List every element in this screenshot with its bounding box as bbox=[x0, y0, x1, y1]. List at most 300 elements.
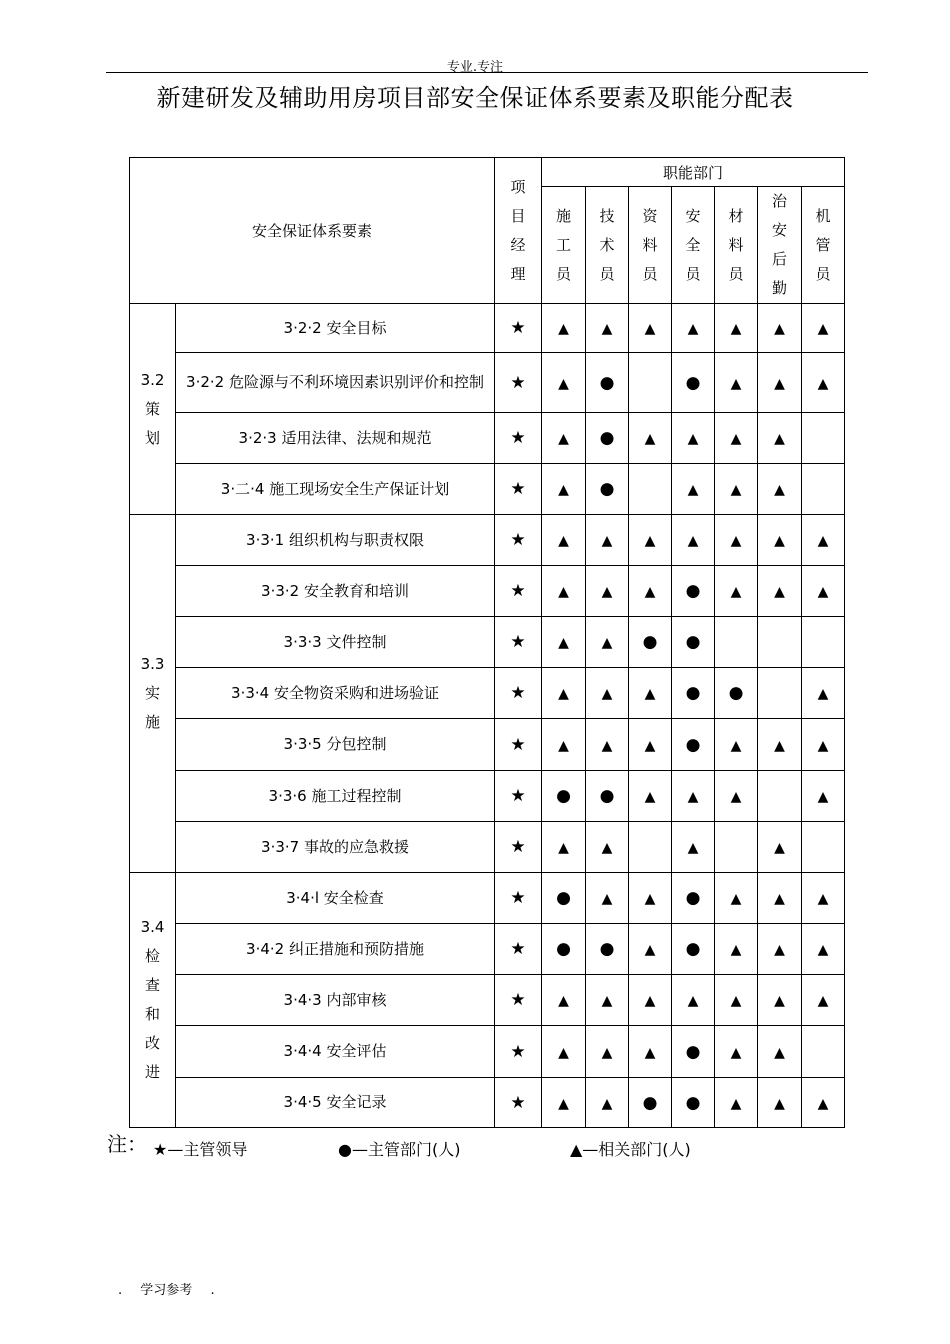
star-icon: ★ bbox=[510, 837, 526, 857]
dept-mark bbox=[715, 1078, 758, 1128]
table-row bbox=[130, 515, 845, 566]
triangle-icon: ▲ bbox=[817, 533, 829, 549]
dept-mark bbox=[672, 1078, 715, 1128]
triangle-icon: ▲ bbox=[817, 321, 829, 337]
star-icon: ★ bbox=[510, 428, 526, 448]
triangle-icon: ▲ bbox=[601, 993, 613, 1009]
dept-header-4: 材 料 员 bbox=[715, 187, 758, 304]
page-header: 专业.专注 bbox=[446, 60, 504, 75]
triangle-icon: ▲ bbox=[730, 942, 742, 958]
dept-header-5: 治 安 后 勤 bbox=[758, 187, 802, 304]
star-icon: ★ bbox=[510, 939, 526, 959]
dept-mark bbox=[672, 304, 715, 353]
triangle-icon: ▲ bbox=[644, 533, 656, 549]
triangle-icon: ▲ bbox=[601, 1095, 613, 1112]
dept-mark bbox=[542, 617, 586, 668]
dept-mark bbox=[586, 873, 629, 924]
triangle-icon: ▲ bbox=[774, 533, 785, 549]
element-item: 3·4·5 安全记录 bbox=[176, 1078, 495, 1128]
dept-mark bbox=[542, 924, 586, 975]
star-icon: ★ bbox=[510, 479, 526, 499]
dept-mark bbox=[672, 771, 715, 822]
dept-mark bbox=[629, 873, 672, 924]
dept-mark bbox=[542, 566, 586, 617]
triangle-icon: ▲ bbox=[558, 993, 569, 1009]
triangle-icon: ▲ bbox=[558, 375, 569, 392]
star-icon: ★ bbox=[510, 372, 526, 393]
dept-mark bbox=[542, 771, 586, 822]
dept-mark bbox=[802, 873, 845, 924]
triangle-icon: ▲ bbox=[601, 584, 613, 600]
triangle-icon: ▲ bbox=[730, 737, 742, 754]
triangle-icon: ▲ bbox=[644, 584, 656, 600]
triangle-icon: ▲ bbox=[601, 533, 613, 549]
element-item: 3·2·2 危险源与不利环境因素识别评价和控制 bbox=[176, 353, 495, 413]
dept-mark bbox=[542, 822, 586, 873]
manager-mark bbox=[495, 1078, 542, 1128]
triangle-icon: ▲ bbox=[644, 686, 656, 702]
table-row bbox=[130, 413, 845, 464]
star-icon: ★ bbox=[510, 530, 526, 550]
triangle-icon: ▲ bbox=[774, 1095, 785, 1112]
triangle-icon: ▲ bbox=[558, 686, 569, 702]
triangle-icon: ▲ bbox=[730, 431, 742, 447]
dept-mark bbox=[542, 719, 586, 771]
dot-icon: ● bbox=[599, 372, 615, 393]
dept-mark bbox=[542, 1078, 586, 1128]
star-icon: ★ bbox=[510, 581, 526, 601]
dept-mark bbox=[586, 464, 629, 515]
manager-mark bbox=[495, 822, 542, 873]
triangle-icon: ▲ bbox=[730, 375, 742, 392]
section-label-1: 3.3 实 施 bbox=[130, 515, 176, 873]
dept-mark bbox=[586, 668, 629, 719]
dept-header-1: 技 术 员 bbox=[586, 187, 629, 304]
table-row bbox=[130, 822, 845, 873]
dept-mark bbox=[586, 924, 629, 975]
dept-mark bbox=[542, 353, 586, 413]
dept-mark bbox=[586, 719, 629, 771]
triangle-icon: ▲ bbox=[730, 533, 742, 549]
dept-mark bbox=[629, 668, 672, 719]
dept-mark bbox=[758, 464, 802, 515]
dept-mark bbox=[672, 975, 715, 1026]
star-icon: ★ bbox=[510, 683, 526, 703]
triangle-icon: ▲ bbox=[601, 1044, 613, 1061]
dept-mark bbox=[802, 1026, 845, 1078]
dept-mark bbox=[672, 353, 715, 413]
element-item: 3·二·4 施工现场安全生产保证计划 bbox=[176, 464, 495, 515]
legend-dot: ●—主管部门(人) bbox=[338, 1140, 461, 1159]
manager-mark bbox=[495, 515, 542, 566]
dept-mark bbox=[629, 975, 672, 1026]
dept-mark bbox=[758, 413, 802, 464]
triangle-icon: ▲ bbox=[601, 891, 613, 907]
legend bbox=[107, 1128, 867, 1164]
dept-mark bbox=[586, 1078, 629, 1128]
dept-mark bbox=[715, 771, 758, 822]
dept-mark bbox=[802, 924, 845, 975]
triangle-icon: ▲ bbox=[558, 1044, 569, 1061]
triangle-icon: ▲ bbox=[774, 1044, 785, 1061]
triangle-icon: ▲ bbox=[730, 789, 742, 805]
dept-mark bbox=[715, 566, 758, 617]
triangle-icon: ▲ bbox=[774, 584, 785, 600]
element-item: 3·4·l 安全检查 bbox=[176, 873, 495, 924]
dept-mark bbox=[758, 771, 802, 822]
dept-mark bbox=[629, 1026, 672, 1078]
triangle-icon: ▲ bbox=[558, 737, 569, 754]
dept-mark bbox=[586, 771, 629, 822]
table-row bbox=[130, 873, 845, 924]
triangle-icon: ▲ bbox=[644, 737, 656, 754]
dept-mark bbox=[542, 464, 586, 515]
section-label-2: 3.4 检 查 和 改 进 bbox=[130, 873, 176, 1128]
dept-mark bbox=[802, 515, 845, 566]
dept-mark bbox=[802, 353, 845, 413]
dot-icon: ● bbox=[556, 786, 571, 806]
dept-mark bbox=[715, 353, 758, 413]
triangle-icon: ▲ bbox=[730, 1044, 742, 1061]
dept-mark bbox=[672, 873, 715, 924]
dept-mark bbox=[715, 975, 758, 1026]
triangle-icon: ▲ bbox=[601, 686, 613, 702]
triangle-icon: ▲ bbox=[774, 993, 785, 1009]
dept-mark bbox=[586, 304, 629, 353]
manager-mark bbox=[495, 464, 542, 515]
triangle-icon: ▲ bbox=[774, 737, 785, 754]
dept-mark bbox=[715, 464, 758, 515]
dot-icon: ● bbox=[685, 1041, 701, 1062]
dept-mark bbox=[715, 515, 758, 566]
dept-mark bbox=[758, 1078, 802, 1128]
table-row bbox=[130, 617, 845, 668]
triangle-icon: ▲ bbox=[817, 375, 829, 392]
table-row bbox=[130, 304, 845, 353]
triangle-icon: ▲ bbox=[601, 737, 613, 754]
dept-mark bbox=[715, 617, 758, 668]
element-item: 3·3·4 安全物资采购和进场验证 bbox=[176, 668, 495, 719]
dept-mark bbox=[586, 566, 629, 617]
page-footer bbox=[118, 1279, 229, 1298]
dept-mark bbox=[629, 771, 672, 822]
dot-icon: ● bbox=[685, 683, 701, 703]
dot-icon: ● bbox=[685, 581, 701, 601]
star-icon: ★ bbox=[510, 1092, 526, 1113]
triangle-icon: ▲ bbox=[730, 993, 742, 1009]
dept-mark bbox=[629, 353, 672, 413]
triangle-icon: ▲ bbox=[644, 431, 656, 447]
dept-mark bbox=[542, 975, 586, 1026]
triangle-icon: ▲ bbox=[687, 840, 699, 856]
manager-mark bbox=[495, 924, 542, 975]
manager-mark bbox=[495, 719, 542, 771]
triangle-icon: ▲ bbox=[558, 482, 569, 498]
triangle-icon: ▲ bbox=[774, 942, 785, 958]
dept-mark bbox=[758, 924, 802, 975]
triangle-icon: ▲ bbox=[687, 431, 699, 447]
dept-mark bbox=[629, 566, 672, 617]
dept-mark bbox=[629, 617, 672, 668]
dept-mark bbox=[802, 566, 845, 617]
triangle-icon: ▲ bbox=[730, 1095, 742, 1112]
element-item: 3·4·3 内部审核 bbox=[176, 975, 495, 1026]
dept-mark bbox=[758, 975, 802, 1026]
dept-mark bbox=[802, 975, 845, 1026]
triangle-icon: ▲ bbox=[687, 482, 699, 498]
triangle-icon: ▲ bbox=[817, 686, 829, 702]
dept-mark bbox=[758, 1026, 802, 1078]
table-row bbox=[130, 771, 845, 822]
dept-mark bbox=[802, 771, 845, 822]
dept-mark bbox=[758, 353, 802, 413]
dept-mark bbox=[715, 668, 758, 719]
element-item: 3·3·2 安全教育和培训 bbox=[176, 566, 495, 617]
dept-mark bbox=[672, 1026, 715, 1078]
triangle-icon: ▲ bbox=[730, 321, 742, 337]
triangle-icon: ▲ bbox=[730, 891, 742, 907]
dept-mark bbox=[758, 566, 802, 617]
manager-mark bbox=[495, 617, 542, 668]
table-row bbox=[130, 975, 845, 1026]
dept-mark bbox=[672, 668, 715, 719]
dept-mark bbox=[758, 873, 802, 924]
dot-icon: ● bbox=[685, 632, 701, 652]
dept-mark bbox=[758, 515, 802, 566]
dept-mark bbox=[758, 719, 802, 771]
manager-header: 项 目 经 理 bbox=[495, 158, 542, 304]
star-icon: ★ bbox=[510, 632, 526, 652]
triangle-icon: ▲ bbox=[730, 482, 742, 498]
page-title: 新建研发及辅助用房项目部安全保证体系要素及职能分配表 bbox=[156, 84, 794, 112]
triangle-icon: ▲ bbox=[817, 789, 829, 805]
dept-mark bbox=[629, 1078, 672, 1128]
dept-mark bbox=[586, 413, 629, 464]
dot-icon: ● bbox=[599, 939, 615, 959]
dept-mark bbox=[542, 304, 586, 353]
dept-mark bbox=[715, 719, 758, 771]
dept-mark bbox=[586, 975, 629, 1026]
manager-mark bbox=[495, 566, 542, 617]
triangle-icon: ▲ bbox=[687, 789, 699, 805]
element-header: 安全保证体系要素 bbox=[130, 158, 495, 304]
manager-mark bbox=[495, 413, 542, 464]
triangle-icon: ▲ bbox=[558, 584, 569, 600]
triangle-icon: ▲ bbox=[558, 533, 569, 549]
star-icon: ★ bbox=[510, 734, 526, 755]
manager-mark bbox=[495, 873, 542, 924]
star-icon: ★ bbox=[510, 990, 526, 1010]
dept-mark bbox=[802, 617, 845, 668]
triangle-icon: ▲ bbox=[817, 1095, 829, 1112]
dept-mark bbox=[672, 822, 715, 873]
triangle-icon: ▲ bbox=[817, 993, 829, 1009]
triangle-icon: ▲ bbox=[644, 993, 656, 1009]
dot-icon: ● bbox=[556, 888, 571, 908]
footer-text: 学习参考 bbox=[140, 1283, 193, 1298]
triangle-icon: ▲ bbox=[601, 635, 613, 651]
table-row bbox=[130, 464, 845, 515]
allocation-table bbox=[129, 157, 845, 1128]
dot-icon: ● bbox=[556, 939, 571, 959]
triangle-icon: ▲ bbox=[558, 840, 569, 856]
triangle-icon: ▲ bbox=[730, 584, 742, 600]
dot-icon: ● bbox=[728, 683, 744, 703]
triangle-icon: ▲ bbox=[687, 533, 699, 549]
triangle-icon: ▲ bbox=[558, 1095, 569, 1112]
manager-mark bbox=[495, 353, 542, 413]
dept-mark bbox=[758, 304, 802, 353]
dept-mark bbox=[672, 617, 715, 668]
section-label-0: 3.2 策 划 bbox=[130, 304, 176, 515]
star-icon: ★ bbox=[510, 318, 526, 338]
table-row bbox=[130, 1078, 845, 1128]
triangle-icon: ▲ bbox=[817, 737, 829, 754]
dept-mark bbox=[802, 413, 845, 464]
dept-group-header: 职能部门 bbox=[542, 158, 845, 187]
triangle-icon: ▲ bbox=[601, 321, 613, 337]
triangle-icon: ▲ bbox=[644, 321, 656, 337]
triangle-icon: ▲ bbox=[817, 942, 829, 958]
dept-mark bbox=[542, 515, 586, 566]
dept-mark bbox=[629, 413, 672, 464]
dept-mark bbox=[672, 566, 715, 617]
star-icon: ★ bbox=[510, 888, 526, 908]
dept-mark bbox=[672, 719, 715, 771]
triangle-icon: ▲ bbox=[817, 891, 829, 907]
dot-icon: ● bbox=[599, 428, 615, 448]
element-item: 3·2·2 安全目标 bbox=[176, 304, 495, 353]
dept-mark bbox=[758, 668, 802, 719]
dept-mark bbox=[542, 668, 586, 719]
dept-mark bbox=[802, 304, 845, 353]
dept-mark bbox=[629, 822, 672, 873]
triangle-icon: ▲ bbox=[558, 431, 569, 447]
dept-mark bbox=[802, 719, 845, 771]
dept-mark bbox=[715, 924, 758, 975]
dept-mark bbox=[629, 719, 672, 771]
dept-mark bbox=[586, 353, 629, 413]
dot-icon: ● bbox=[599, 786, 615, 806]
table-row bbox=[130, 924, 845, 975]
dept-mark bbox=[586, 617, 629, 668]
dept-mark bbox=[586, 1026, 629, 1078]
dept-mark bbox=[802, 464, 845, 515]
triangle-icon: ▲ bbox=[558, 321, 569, 337]
triangle-icon: ▲ bbox=[774, 431, 785, 447]
footer-dot-right: . bbox=[210, 1283, 215, 1298]
dept-header-2: 资 料 员 bbox=[629, 187, 672, 304]
table-row bbox=[130, 1026, 845, 1078]
dept-mark bbox=[802, 668, 845, 719]
dept-mark bbox=[629, 304, 672, 353]
star-icon: ★ bbox=[510, 1041, 526, 1062]
legend-tri: ▲—相关部门(人) bbox=[570, 1140, 691, 1159]
dot-icon: ● bbox=[599, 479, 615, 499]
triangle-icon: ▲ bbox=[817, 584, 829, 600]
legend-label: 注： bbox=[107, 1132, 147, 1156]
triangle-icon: ▲ bbox=[774, 375, 785, 392]
dept-mark bbox=[715, 873, 758, 924]
dept-mark bbox=[715, 1026, 758, 1078]
dept-mark bbox=[715, 304, 758, 353]
dept-header-3: 安 全 员 bbox=[672, 187, 715, 304]
dot-icon: ● bbox=[685, 888, 701, 908]
element-item: 3·4·4 安全评估 bbox=[176, 1026, 495, 1078]
dept-mark bbox=[715, 822, 758, 873]
triangle-icon: ▲ bbox=[644, 789, 656, 805]
triangle-icon: ▲ bbox=[644, 942, 656, 958]
element-item: 3·3·5 分包控制 bbox=[176, 719, 495, 771]
dept-mark bbox=[758, 822, 802, 873]
triangle-icon: ▲ bbox=[774, 840, 785, 856]
triangle-icon: ▲ bbox=[687, 321, 699, 337]
dot-icon: ● bbox=[642, 1092, 658, 1113]
manager-mark bbox=[495, 771, 542, 822]
dept-mark bbox=[542, 1026, 586, 1078]
dept-mark bbox=[586, 822, 629, 873]
table-row bbox=[130, 353, 845, 413]
manager-mark bbox=[495, 975, 542, 1026]
dept-mark bbox=[542, 413, 586, 464]
dept-mark bbox=[629, 464, 672, 515]
dept-mark bbox=[629, 515, 672, 566]
table-row bbox=[130, 566, 845, 617]
element-item: 3·3·7 事故的应急救援 bbox=[176, 822, 495, 873]
triangle-icon: ▲ bbox=[644, 891, 656, 907]
table-row bbox=[130, 719, 845, 771]
element-item: 3·3·6 施工过程控制 bbox=[176, 771, 495, 822]
element-item: 3·4·2 纠正措施和预防措施 bbox=[176, 924, 495, 975]
dot-icon: ● bbox=[685, 372, 701, 393]
legend-star: ★—主管领导 bbox=[153, 1140, 248, 1159]
dot-icon: ● bbox=[685, 734, 701, 755]
manager-mark bbox=[495, 1026, 542, 1078]
dept-mark bbox=[672, 413, 715, 464]
dept-mark bbox=[758, 617, 802, 668]
triangle-icon: ▲ bbox=[558, 635, 569, 651]
triangle-icon: ▲ bbox=[774, 891, 785, 907]
element-item: 3·3·1 组织机构与职责权限 bbox=[176, 515, 495, 566]
header-rule bbox=[106, 72, 868, 73]
dept-header-6: 机 管 员 bbox=[802, 187, 845, 304]
dot-icon: ● bbox=[685, 1092, 701, 1113]
dept-mark bbox=[672, 924, 715, 975]
triangle-icon: ▲ bbox=[601, 840, 613, 856]
manager-mark bbox=[495, 668, 542, 719]
dept-mark bbox=[802, 822, 845, 873]
star-icon: ★ bbox=[510, 786, 526, 806]
table-row bbox=[130, 668, 845, 719]
dept-mark bbox=[629, 924, 672, 975]
dot-icon: ● bbox=[685, 939, 701, 959]
dept-mark bbox=[672, 515, 715, 566]
manager-mark bbox=[495, 304, 542, 353]
triangle-icon: ▲ bbox=[774, 321, 785, 337]
dept-mark bbox=[542, 873, 586, 924]
dept-mark bbox=[672, 464, 715, 515]
dot-icon: ● bbox=[642, 632, 658, 652]
element-item: 3·3·3 文件控制 bbox=[176, 617, 495, 668]
footer-dot-left: . bbox=[118, 1283, 123, 1298]
element-item: 3·2·3 适用法律、法规和规范 bbox=[176, 413, 495, 464]
triangle-icon: ▲ bbox=[687, 993, 699, 1009]
dept-mark bbox=[586, 515, 629, 566]
triangle-icon: ▲ bbox=[644, 1044, 656, 1061]
dept-mark bbox=[802, 1078, 845, 1128]
dept-header-0: 施 工 员 bbox=[542, 187, 586, 304]
dept-mark bbox=[715, 413, 758, 464]
